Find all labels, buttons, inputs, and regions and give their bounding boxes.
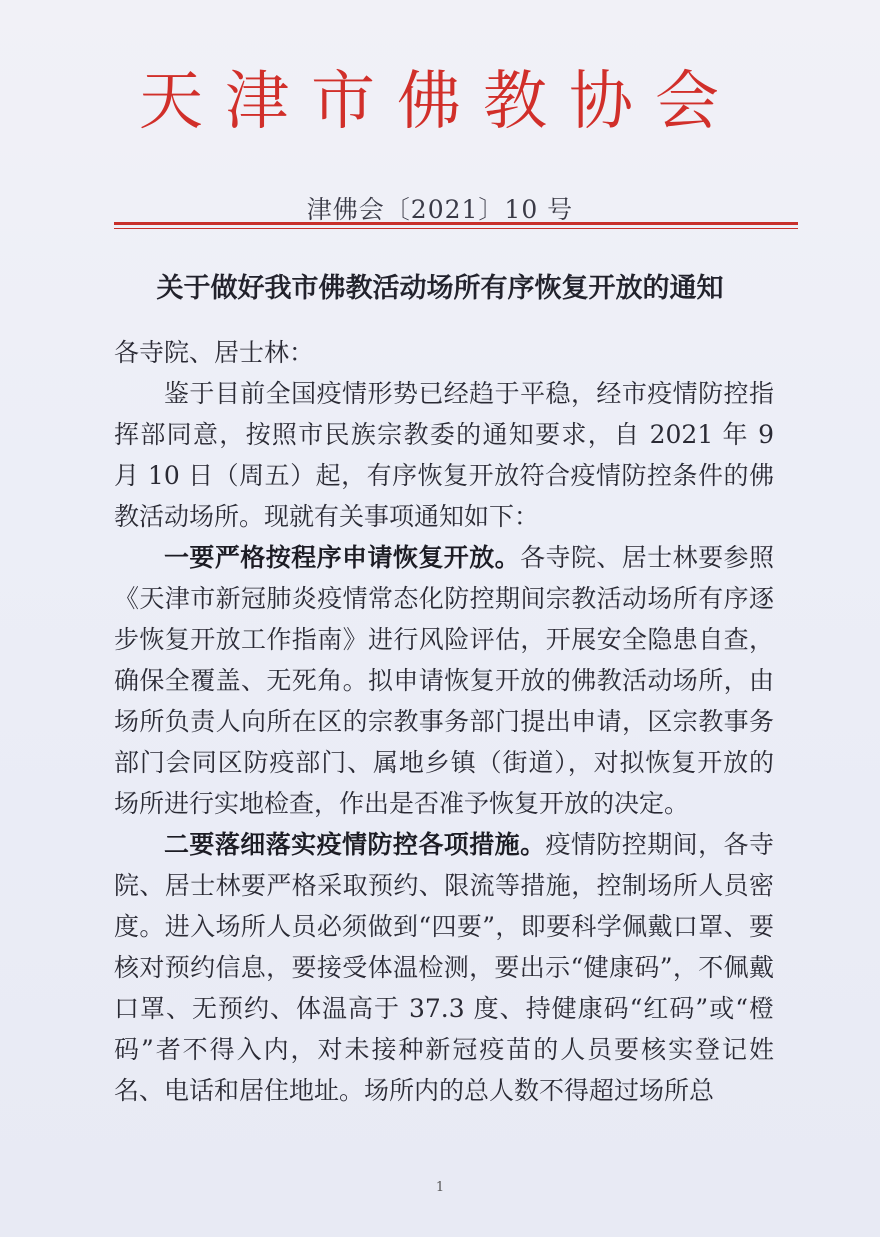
document-title: 关于做好我市佛教活动场所有序恢复开放的通知 (156, 273, 724, 304)
header-divider-thin (114, 228, 798, 229)
paragraph-intro (114, 373, 774, 537)
document-number: 津佛会〔2021〕10 号 (306, 195, 574, 224)
paragraph-text: 疫情防控期间，各寺院、居士林要严格采取预约、限流等措施，控制场所人员密度。进入场所人员必须做到“四要”，即要科学佩戴口罩、要核对预约信息，要接受体温检测，要出示“健康码”，不佩戴口罩、无预约、体温高于 37.3 度、持健康码“红码”或“橙码”者不得入内，对未接种新冠疫苗的人员要核实登记姓名、电话和居住地址。场所内的总人数不得超过场所总 (114, 830, 774, 1105)
paragraph-lead: 一要严格按程序申请恢复开放。 (164, 543, 521, 572)
header-divider (114, 222, 798, 225)
document-body (114, 332, 774, 1111)
salutation: 各寺院、居士林： (114, 338, 315, 367)
paragraph-item-1 (114, 537, 774, 824)
paragraph-lead: 二要落细落实疫情防控各项措施。 (164, 830, 546, 859)
organization-header: 天津市佛教协会 (139, 65, 741, 139)
paragraph-text: 鉴于目前全国疫情形势已经趋于平稳，经市疫情防控指挥部同意，按照市民族宗教委的通知要求，自 2021 年 9 月 10 日（周五）起，有序恢复开放符合疫情防控条件的佛教活动场所。现就有关事项通知如下： (114, 379, 774, 531)
paragraph-text: 各寺院、居士林要参照《天津市新冠肺炎疫情常态化防控期间宗教活动场所有序逐步恢复开放工作指南》进行风险评估，开展安全隐患自查，确保全覆盖、无死角。拟申请恢复开放的佛教活动场所，由场所负责人向所在区的宗教事务部门提出申请，区宗教事务部门会同区防疫部门、属地乡镇（街道），对拟恢复开放的场所进行实地检查，作出是否准予恢复开放的决定。 (114, 543, 774, 818)
page-number: 1 (435, 1180, 445, 1195)
paragraph-item-2 (114, 824, 774, 1111)
